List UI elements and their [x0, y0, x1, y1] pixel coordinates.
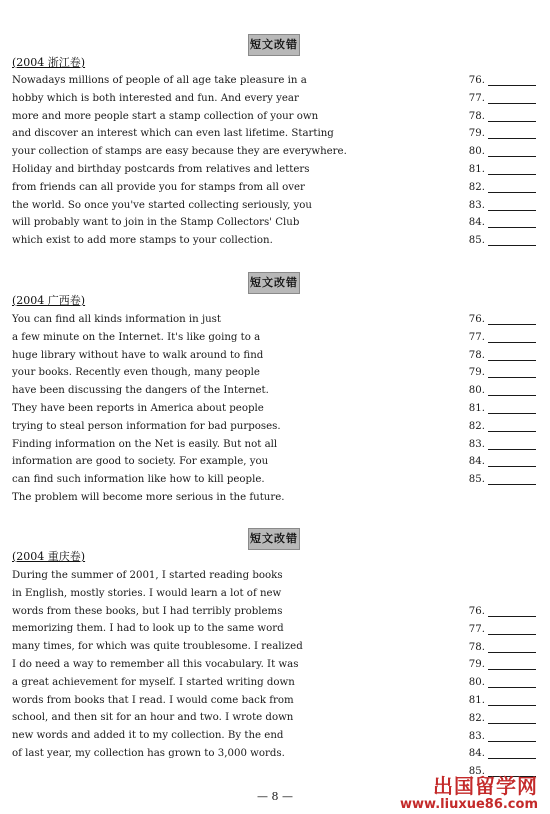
answer-blank[interactable]	[488, 377, 536, 378]
watermark	[400, 775, 538, 813]
passage-line: Finding information on the Net is easily. But not all	[12, 438, 278, 450]
answer-number: 84.	[468, 456, 485, 468]
passage-line: school, and then sit for an hour and two. I wrote down	[12, 712, 294, 724]
answer-number: 78.	[468, 641, 485, 653]
answer-number: 84.	[468, 217, 485, 229]
passage-line: words from these books, but I had terribly problems	[12, 605, 283, 617]
passage-line: your collection of stamps are easy because they are everywhere.	[12, 146, 347, 158]
answer-blank[interactable]	[488, 413, 536, 414]
section-badge: 短文改错	[248, 528, 300, 550]
passage-line: new words and added it to my collection. By the end	[12, 730, 284, 742]
answer-number: 82.	[468, 181, 485, 193]
answer-blank[interactable]	[488, 616, 536, 617]
source-tag: (2004 浙江卷)	[12, 56, 86, 69]
answer-number: 80.	[468, 385, 485, 397]
answer-number: 76.	[468, 314, 485, 325]
passage-line: words from books that I read. I would come back from	[12, 694, 294, 706]
answer-number: 77.	[468, 331, 485, 343]
answer-blank[interactable]	[488, 324, 536, 325]
answer-number: 85.	[468, 474, 485, 486]
answer-blank[interactable]	[488, 360, 536, 361]
answer-number: 85.	[468, 235, 485, 247]
answer-number: 83.	[468, 438, 485, 450]
answer-blank[interactable]	[488, 395, 536, 396]
answer-number: 81.	[468, 164, 485, 175]
answer-number: 83.	[468, 199, 485, 211]
watermark-title: 出国留学网	[433, 774, 538, 798]
answer-number: 82.	[468, 420, 485, 432]
passage-line: the world. So once you've started collecting seriously, you	[12, 199, 312, 211]
answer-blank[interactable]	[488, 758, 536, 759]
answer-number: 82.	[468, 712, 485, 724]
passage-line: I do need a way to remember all this vocabulary. It was	[12, 659, 299, 670]
passage-line: huge library without have to walk around to find	[12, 349, 264, 361]
answer-number: 79.	[468, 659, 485, 671]
passage-line: You can find all kinds information in just	[12, 314, 221, 325]
answer-blank[interactable]	[488, 466, 536, 467]
answer-blank[interactable]	[488, 634, 536, 635]
answer-number: 78.	[468, 349, 485, 361]
passage-line: Holiday and birthday postcards from relatives and letters	[12, 164, 310, 175]
passage-line: have been discussing the dangers of the Internet.	[12, 385, 269, 397]
passage-line: in English, mostly stories. I would learn a lot of new	[12, 587, 282, 599]
answer-blank[interactable]	[488, 484, 536, 485]
passage-line: Nowadays millions of people of all age take pleasure in a	[12, 75, 307, 86]
passage-line: and discover an interest which can even last lifetime. Starting	[12, 128, 334, 140]
passage-line: many times, for which was quite troublesome. I realized	[12, 641, 303, 653]
passage-line: The problem will become more serious in the future.	[12, 492, 285, 503]
answer-number: 85.	[468, 766, 485, 778]
answer-number: 79.	[468, 128, 485, 140]
section-badge: 短文改错	[248, 272, 300, 294]
answer-blank[interactable]	[488, 342, 536, 343]
answer-number: 77.	[468, 623, 485, 635]
answer-blank[interactable]	[488, 192, 536, 193]
passage-line: memorizing them. I had to look up to the same word	[12, 623, 284, 635]
passage-line: trying to steal person information for bad purposes.	[12, 420, 281, 432]
passage-line: from friends can all provide you for stamps from all over	[12, 181, 305, 193]
answer-number: 80.	[468, 677, 485, 689]
answer-blank[interactable]	[488, 705, 536, 706]
answer-number: 84.	[468, 748, 485, 760]
answer-blank[interactable]	[488, 103, 536, 104]
watermark-url: www.liuxue86.com	[400, 797, 538, 812]
passage-line: of last year, my collection has grown to 3,000 words.	[12, 748, 285, 759]
source-tag: (2004 重庆卷)	[12, 550, 86, 563]
answer-blank[interactable]	[488, 245, 536, 246]
passage-line: which exist to add more stamps to your collection.	[12, 235, 273, 247]
answer-blank[interactable]	[488, 85, 536, 86]
passage-line: can find such information like how to kill people.	[12, 474, 265, 486]
source-tag: (2004 广西卷)	[12, 294, 86, 307]
passage-line: will probably want to join in the Stamp Collectors' Club	[12, 217, 300, 229]
answer-blank[interactable]	[488, 687, 536, 688]
passage-line: During the summer of 2001, I started reading books	[12, 570, 283, 581]
answer-blank[interactable]	[488, 669, 536, 670]
answer-blank[interactable]	[488, 227, 536, 228]
passage-line: a great achievement for myself. I started writing down	[12, 676, 295, 688]
answer-number: 83.	[468, 730, 485, 742]
passage-line: They have been reports in America about people	[12, 403, 264, 414]
section-badge: 短文改错	[248, 34, 300, 56]
passage-line: a few minute on the Internet. It's like going to a	[12, 331, 261, 343]
answer-number: 76.	[468, 75, 485, 86]
answer-blank[interactable]	[488, 174, 536, 175]
answer-blank[interactable]	[488, 723, 536, 724]
answer-number: 78.	[468, 110, 485, 122]
answer-blank[interactable]	[488, 652, 536, 653]
answer-blank[interactable]	[488, 156, 536, 157]
answer-number: 79.	[468, 367, 485, 379]
answer-number: 76.	[468, 606, 485, 617]
passage-line: your books. Recently even though, many people	[12, 367, 260, 379]
answer-blank[interactable]	[488, 121, 536, 122]
answer-blank[interactable]	[488, 449, 536, 450]
passage-line: more and more people start a stamp collection of your own	[12, 110, 319, 122]
answer-blank[interactable]	[488, 741, 536, 742]
answer-blank[interactable]	[488, 431, 536, 432]
answer-number: 77.	[468, 92, 485, 104]
passage-line: hobby which is both interested and fun. And every year	[12, 92, 299, 104]
answer-blank[interactable]	[488, 138, 536, 139]
answer-number: 81.	[468, 695, 485, 706]
answer-blank[interactable]	[488, 210, 536, 211]
answer-number: 81.	[468, 403, 485, 414]
answer-number: 80.	[468, 146, 485, 158]
page-number: — 8 —	[257, 790, 293, 803]
passage-line: information are good to society. For example, you	[12, 456, 269, 468]
